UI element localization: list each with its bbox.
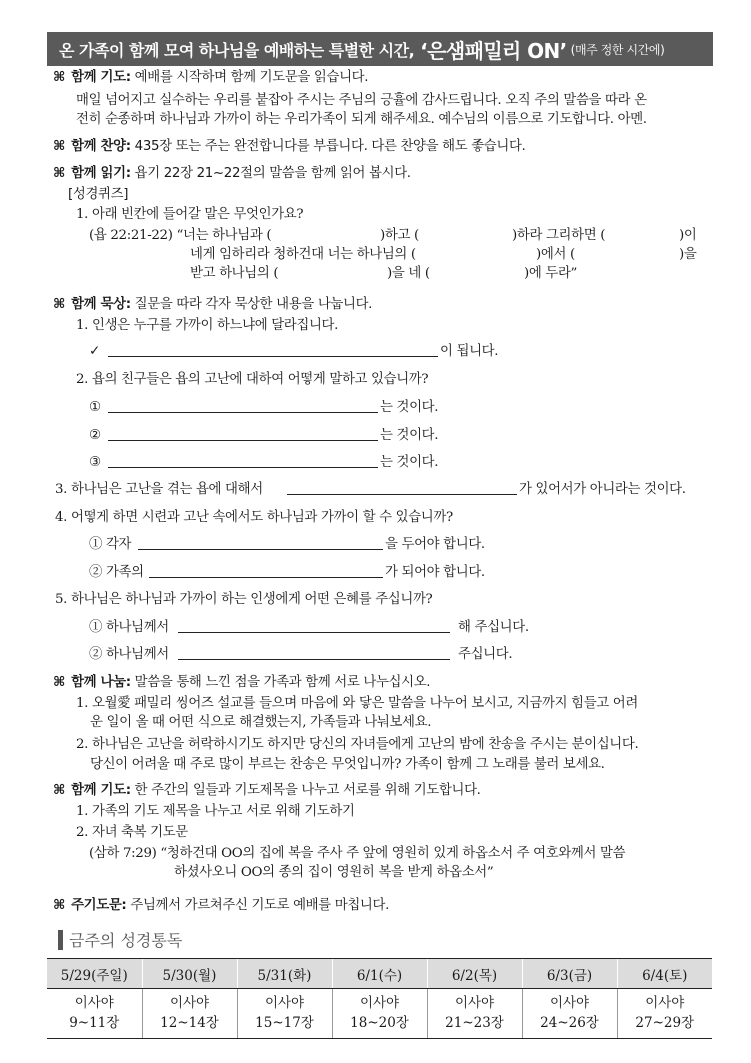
book-name: 이사야 bbox=[359, 995, 400, 1011]
answer-blank[interactable] bbox=[178, 646, 450, 660]
schedule-cell bbox=[332, 989, 427, 1039]
chapter-range: 21~23장 bbox=[445, 1015, 504, 1031]
answer-prefix: ② 가족의 bbox=[89, 565, 144, 580]
answer-suffix: 을 두어야 합니다. bbox=[385, 537, 485, 552]
quiz-verse-text: )을 bbox=[679, 247, 697, 262]
answer-prefix: ② 하나님께서 bbox=[89, 647, 169, 662]
sharing-line: 2. 하나님은 고난을 허락하시기도 하지만 당신의 자녀들에게 고난의 밤에 찬송을 주시는 분이십니다. bbox=[76, 737, 639, 752]
quiz-verse-text: )하라 그리하면 ( bbox=[512, 228, 606, 243]
section-prayer2-header bbox=[53, 782, 481, 800]
schedule-cell bbox=[617, 989, 712, 1039]
reading-schedule-table bbox=[47, 958, 712, 1039]
meditation-question: 5. 하나님은 하나님과 가까이 하는 인생에게 어떤 은혜를 주십니까? bbox=[55, 592, 433, 607]
sharing-line: 운 일이 올 때 어떤 식으로 해결했는지, 가족들과 나눠보세요. bbox=[90, 715, 432, 730]
answer-suffix: 는 것이다. bbox=[380, 400, 439, 415]
answer-blank[interactable] bbox=[108, 454, 378, 468]
section-title: 함께 나눔: bbox=[71, 675, 131, 690]
schedule-date: 6/3(금) bbox=[522, 959, 617, 989]
section-mark-icon: ⌘ bbox=[53, 70, 66, 85]
sharing-line: 당신이 어려울 때 주로 많이 부르는 찬송은 무엇입니까? 가족이 함께 그 노래를 불러 보세요. bbox=[90, 757, 605, 772]
schedule-date: 5/31(화) bbox=[237, 959, 332, 989]
answer-blank[interactable] bbox=[149, 564, 383, 578]
weekly-reading-title-text: 금주의 성경통독 bbox=[69, 931, 183, 950]
prayer2-line: 하셨사오니 OO의 종의 집이 영원히 복을 받게 하옵소서” bbox=[174, 865, 494, 880]
section-mark-icon: ⌘ bbox=[53, 898, 66, 913]
prayer2-line: 2. 자녀 축복 기도문 bbox=[76, 825, 188, 840]
meditation-question: 4. 어떻게 하면 시련과 고난 속에서도 하나님과 가까이 할 수 있습니까? bbox=[55, 510, 453, 525]
quiz-question: 1. 아래 빈칸에 들어갈 말은 무엇인가요? bbox=[76, 207, 304, 222]
answer-prefix: ① 각자 bbox=[89, 537, 132, 552]
prayer2-line: 1. 가족의 기도 제목을 나누고 서로 위해 기도하기 bbox=[76, 804, 355, 819]
answer-number: ③ bbox=[89, 455, 101, 470]
book-name: 이사야 bbox=[74, 995, 114, 1011]
banner-subtext: (매주 정한 시간에) bbox=[570, 42, 665, 57]
schedule-date: 5/30(월) bbox=[142, 959, 237, 989]
book-name: 이사야 bbox=[264, 995, 305, 1011]
quiz-verse-text: )하고 ( bbox=[380, 228, 419, 243]
answer-suffix: 는 것이다. bbox=[380, 455, 439, 470]
schedule-reading-row bbox=[47, 989, 712, 1039]
section-desc: 주님께서 가르쳐주신 기도로 예배를 마칩니다. bbox=[130, 898, 390, 913]
chapter-range: 15~17장 bbox=[255, 1015, 314, 1031]
section-desc: 욥기 22장 21~22절의 말씀을 함께 읽어 봅시다. bbox=[134, 166, 411, 181]
schedule-header-row bbox=[47, 959, 712, 989]
schedule-cell bbox=[237, 989, 332, 1039]
section-title: 함께 읽기: bbox=[71, 166, 131, 181]
section-mark-icon: ⌘ bbox=[53, 783, 66, 798]
schedule-date: 6/4(토) bbox=[617, 959, 712, 989]
section-sharing-header bbox=[53, 674, 430, 692]
prayer-line: 매일 넘어지고 실수하는 우리를 붙잡아 주시는 주님의 긍휼에 감사드립니다. 오직 주의 말씀을 따라 온 bbox=[76, 93, 647, 108]
section-desc: 말씀을 통해 느낀 점을 가족과 함께 서로 나누십시오. bbox=[134, 675, 431, 690]
chapter-range: 18~20장 bbox=[350, 1015, 409, 1031]
chapter-range: 24~26장 bbox=[540, 1015, 599, 1031]
quiz-verse-ref: (욥 22:21-22) “너는 하나님과 ( bbox=[89, 228, 272, 243]
meditation-question: 3. 하나님은 고난을 겪는 욥에 대해서 bbox=[55, 482, 263, 497]
answer-blank[interactable] bbox=[287, 481, 517, 495]
chapter-range: 12~14장 bbox=[160, 1015, 219, 1031]
prayer-line: 전히 순종하며 하나님과 가까이 하는 우리가족이 되게 해주세요. 예수님의 이름으로 기도합니다. 아멘. bbox=[76, 112, 647, 127]
title-banner bbox=[47, 32, 713, 66]
answer-prefix: ① 하나님께서 bbox=[89, 620, 169, 635]
section-reading-header bbox=[53, 165, 411, 183]
section-title: 함께 찬양: bbox=[71, 139, 131, 154]
answer-suffix: 해 주십니다. bbox=[458, 620, 529, 635]
section-prayer-header bbox=[53, 69, 368, 87]
answer-suffix: 이 됩니다. bbox=[440, 344, 499, 359]
section-title: 함께 기도: bbox=[71, 783, 131, 798]
section-mark-icon: ⌘ bbox=[53, 675, 66, 690]
answer-suffix: 가 있어서가 아니라는 것이다. bbox=[519, 482, 686, 497]
answer-number: ① bbox=[89, 400, 101, 415]
section-desc: 질문을 따라 각자 묵상한 내용을 나눕니다. bbox=[134, 297, 373, 312]
quiz-verse-text: 네게 임하리라 청하건대 너는 하나님의 ( bbox=[190, 247, 416, 262]
schedule-date: 6/2(목) bbox=[427, 959, 522, 989]
answer-blank[interactable] bbox=[108, 343, 438, 357]
schedule-date: 6/1(수) bbox=[332, 959, 427, 989]
meditation-question: 1. 인생은 누구를 가까이 하느냐에 달라집니다. bbox=[76, 318, 339, 333]
section-desc: 435장 또는 주는 완전합니다를 부릅니다. 다른 찬양을 해도 좋습니다. bbox=[134, 139, 526, 154]
answer-blank[interactable] bbox=[108, 427, 378, 441]
meditation-question: 2. 욥의 친구들은 욥의 고난에 대하여 어떻게 말하고 있습니까? bbox=[76, 372, 429, 387]
quiz-verse-text: )에서 ( bbox=[536, 247, 575, 262]
answer-suffix: 주십니다. bbox=[458, 647, 513, 662]
answer-blank[interactable] bbox=[138, 536, 383, 550]
section-title: 함께 기도: bbox=[71, 70, 131, 85]
quiz-verse-text: )이 bbox=[679, 228, 697, 243]
chapter-range: 9~11장 bbox=[69, 1015, 120, 1031]
section-mark-icon: ⌘ bbox=[53, 139, 66, 154]
answer-blank[interactable] bbox=[178, 619, 450, 633]
book-name: 이사야 bbox=[645, 995, 685, 1011]
book-name: 이사야 bbox=[169, 995, 210, 1011]
answer-number: ② bbox=[89, 428, 101, 443]
schedule-cell bbox=[522, 989, 617, 1039]
answer-blank[interactable] bbox=[108, 399, 378, 413]
schedule-cell bbox=[47, 989, 142, 1039]
sharing-line: 1. 오월愛 패밀리 씽어즈 설교를 들으며 마음에 와 닿은 말씀을 나누어 보시고, 지금까지 힘들고 어려 bbox=[76, 696, 638, 711]
bible-quiz-label: [성경퀴즈] bbox=[68, 187, 129, 202]
quiz-verse-text: )을 네 ( bbox=[387, 266, 430, 281]
banner-main-text: 온 가족이 함께 모여 하나님을 예배하는 특별한 시간, bbox=[59, 40, 415, 60]
prayer2-line: (삼하 7:29) “청하건대 OO의 집에 복을 주사 주 앞에 영원히 있게 하옵소서 주 여호와께서 말씀 bbox=[89, 846, 626, 861]
quiz-verse-text: )에 두라” bbox=[524, 266, 578, 281]
section-meditation-header bbox=[53, 296, 372, 314]
book-name: 이사야 bbox=[549, 995, 590, 1011]
check-icon: ✓ bbox=[89, 344, 100, 359]
banner-brand: ‘은샘패밀리 ON’ bbox=[420, 38, 567, 63]
schedule-cell bbox=[427, 989, 522, 1039]
answer-suffix: 는 것이다. bbox=[380, 428, 439, 443]
schedule-cell bbox=[142, 989, 237, 1039]
section-desc: 한 주간의 일들과 기도제목을 나누고 서로를 위해 기도합니다. bbox=[134, 783, 481, 798]
section-title: 주기도문: bbox=[71, 898, 127, 913]
book-name: 이사야 bbox=[454, 995, 495, 1011]
section-mark-icon: ⌘ bbox=[53, 297, 66, 312]
section-praise-header bbox=[53, 138, 525, 156]
title-bar bbox=[58, 930, 63, 950]
chapter-range: 27~29장 bbox=[635, 1015, 695, 1031]
section-mark-icon: ⌘ bbox=[53, 166, 66, 181]
section-lords-prayer-header bbox=[53, 897, 389, 915]
answer-suffix: 가 되어야 합니다. bbox=[385, 565, 485, 580]
quiz-verse-text: 받고 하나님의 ( bbox=[190, 266, 279, 281]
section-title: 함께 묵상: bbox=[71, 297, 131, 312]
weekly-reading-title bbox=[58, 928, 182, 951]
schedule-date: 5/29(주일) bbox=[47, 959, 142, 989]
section-desc: 예배를 시작하며 함께 기도문을 읽습니다. bbox=[134, 70, 369, 85]
